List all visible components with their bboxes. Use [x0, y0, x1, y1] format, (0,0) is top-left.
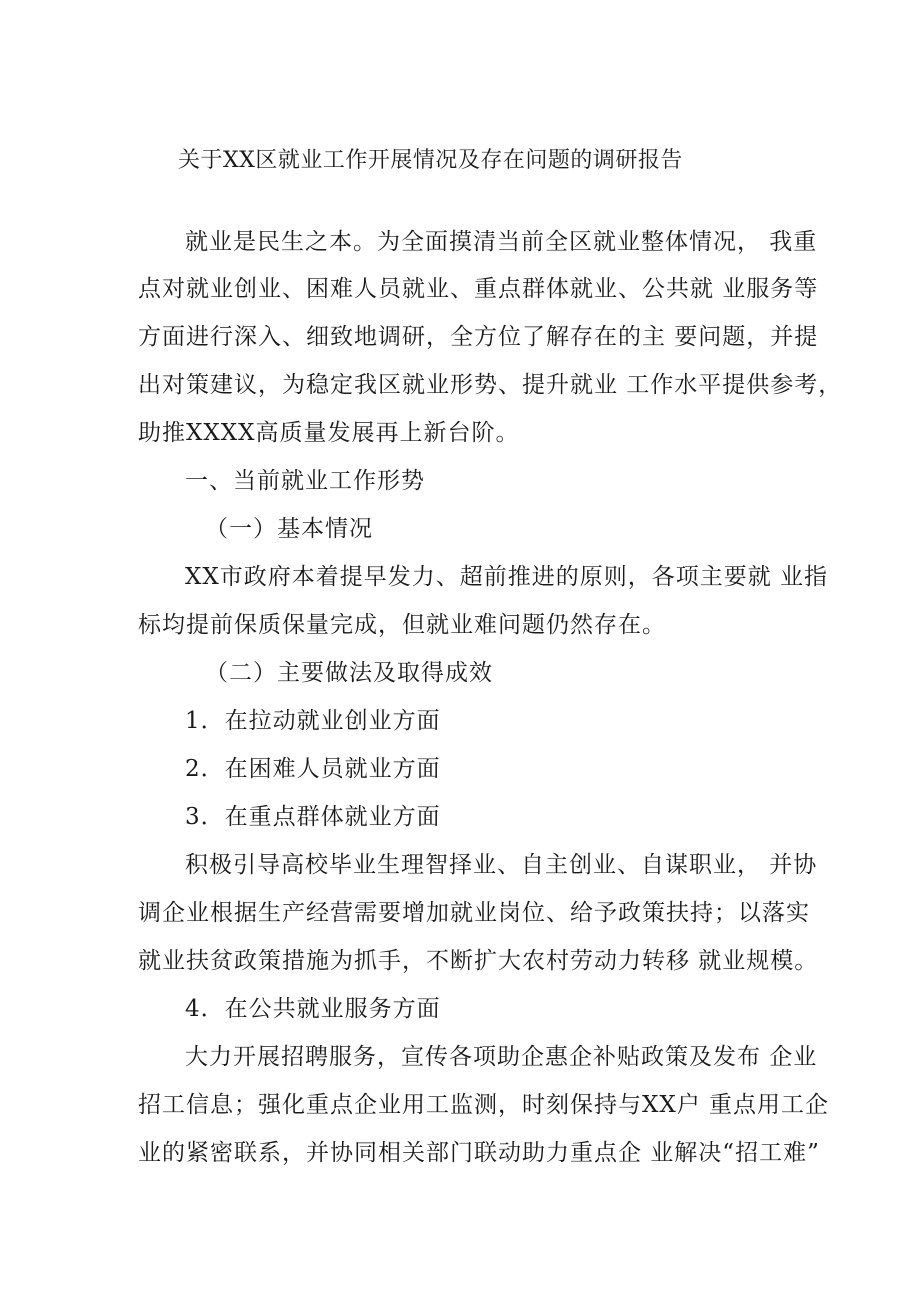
item-3-line-1: 积极引导高校毕业生理智择业、自主创业、自谋职业， 并协: [185, 852, 818, 878]
section1-heading: 一、当前就业工作形势: [185, 468, 425, 494]
intro-line-2: 点对就业创业、困难人员就业、重点群体就业、公共就 业服务等: [138, 276, 819, 302]
intro-line-3: 方面进行深入、细致地调研，全方位了解存在的主 要问题，并提: [138, 324, 819, 350]
item-1-heading: 1．在拉动就业创业方面: [185, 708, 441, 734]
item-4-line-1: 大力开展招聘服务，宣传各项助企惠企补贴政策及发布 企业: [185, 1044, 818, 1070]
intro-line-5: 助推XXXX高质量发展再上新台阶。: [138, 420, 520, 446]
intro-line-1: 就业是民生之本。为全面摸清当前全区就业整体情况， 我重: [185, 229, 818, 255]
item-3-line-3: 就业扶贫政策措施为抓手，不断扩大农村劳动力转移 就业规模。: [138, 948, 819, 974]
item-2-heading: 2．在困难人员就业方面: [185, 756, 441, 782]
item-4-heading: 4．在公共就业服务方面: [185, 996, 441, 1022]
item-4-line-2: 招工信息；强化重点企业用工监测，时刻保持与XX户 重点用工企: [138, 1092, 830, 1118]
subsection2-heading: （二）主要做法及取得成效: [205, 660, 493, 686]
subsection1-heading: （一）基本情况: [205, 516, 373, 542]
item-4-line-3: 业的紧密联系，并协同相关部门联动助力重点企 业解决“招工难”: [138, 1140, 820, 1166]
subsection1-line-2: 标均提前保质保量完成，但就业难问题仍然存在。: [138, 612, 666, 638]
item-3-heading: 3．在重点群体就业方面: [185, 804, 441, 830]
subsection1-line-1: XX市政府本着提早发力、超前推进的原则，各项主要就 业指: [185, 564, 829, 590]
item-3-line-2: 调企业根据生产经营需要增加就业岗位、给予政策扶持；以落实: [138, 900, 810, 926]
intro-line-4: 出对策建议，为稳定我区就业形势、提升就业 工作水平提供参考，: [138, 372, 843, 398]
document-title: 关于XX区就业工作开展情况及存在问题的调研报告: [178, 148, 683, 173]
